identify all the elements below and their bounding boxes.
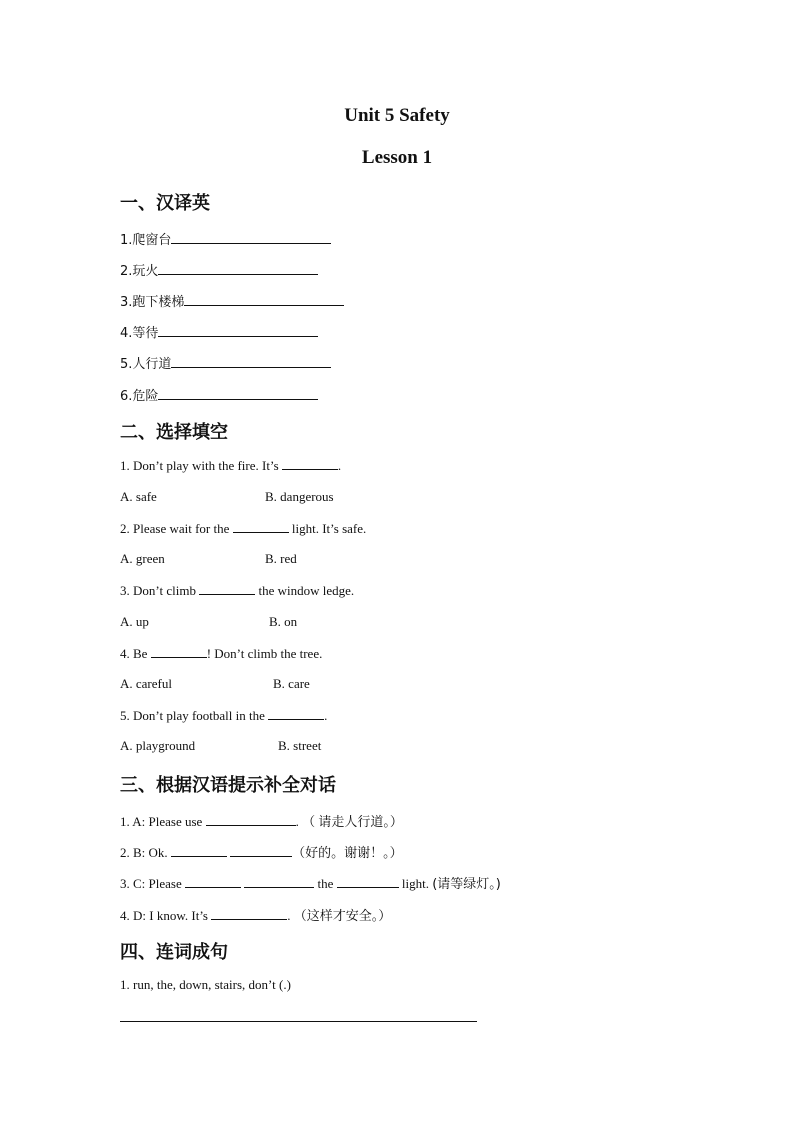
sentence-question-1: 1. run, the, down, stairs, don’t (.) — [120, 977, 291, 992]
answer-blank[interactable] — [158, 324, 318, 337]
answer-blank[interactable] — [244, 875, 314, 888]
question-text: 4. Be — [120, 646, 151, 661]
dialogue-text: 2. B: Ok. — [120, 845, 171, 860]
chinese-hint: （好的。谢谢！。） — [292, 846, 403, 861]
section-3-heading: 三、根据汉语提示补全对话 — [120, 775, 336, 796]
option-a[interactable]: A. green — [120, 551, 165, 566]
item-text: 1.爬窗台 — [120, 233, 172, 248]
answer-blank[interactable] — [171, 231, 331, 244]
answer-blank[interactable] — [206, 813, 296, 826]
translate-item — [120, 353, 331, 372]
page-subtitle: Lesson 1 — [361, 147, 433, 168]
answer-blank[interactable] — [230, 844, 292, 857]
dialogue-text: the — [314, 876, 337, 891]
section-2-heading: 二、选择填空 — [120, 422, 228, 443]
dialogue-line-2 — [120, 842, 403, 861]
question-2 — [120, 520, 366, 537]
answer-blank[interactable] — [158, 387, 318, 400]
answer-blank[interactable] — [268, 707, 324, 720]
dialogue-line-3 — [120, 873, 501, 892]
item-text: 3.跑下楼梯 — [120, 295, 185, 310]
page-title: Unit 5 Safety — [344, 105, 450, 126]
answer-blank[interactable] — [211, 907, 287, 920]
item-text: 6.危险 — [120, 389, 159, 404]
option-b[interactable]: B. care — [273, 676, 310, 691]
dialogue-text: . — [287, 908, 294, 923]
dialogue-text: 4. D: I know. It’s — [120, 908, 212, 923]
option-b[interactable]: B. street — [278, 738, 322, 753]
dialogue-text: 1. A: Please use — [120, 814, 206, 829]
question-text-end: . — [324, 708, 328, 723]
dialogue-text: light. — [398, 876, 433, 891]
item-text: 2.玩火 — [120, 264, 159, 279]
answer-blank[interactable] — [185, 875, 241, 888]
option-a[interactable]: A. safe — [120, 489, 157, 504]
translate-item — [120, 291, 344, 310]
answer-blank[interactable] — [199, 582, 255, 595]
option-a[interactable]: A. playground — [120, 738, 196, 753]
option-b[interactable]: B. on — [269, 614, 298, 629]
section-1-heading: 一、汉译英 — [120, 193, 210, 214]
question-text-end: the window ledge. — [255, 583, 355, 598]
answer-blank[interactable] — [171, 844, 227, 857]
question-text: 5. Don’t play football in the — [120, 708, 269, 723]
question-text-end: ! Don’t climb the tree. — [206, 646, 323, 661]
dialogue-text: . （ — [295, 814, 319, 829]
option-a[interactable]: A. careful — [120, 676, 172, 691]
translate-item — [120, 260, 318, 279]
question-4 — [120, 645, 322, 662]
question-text-end: . — [337, 458, 342, 473]
translate-item — [120, 229, 331, 248]
answer-blank[interactable] — [282, 457, 338, 470]
question-text: 3. Don’t climb — [120, 583, 200, 598]
answer-blank[interactable] — [184, 293, 344, 306]
question-5 — [120, 707, 327, 724]
answer-blank[interactable] — [151, 645, 207, 658]
section-4-heading: 四、连词成句 — [120, 942, 228, 963]
item-text: 4.等待 — [120, 326, 159, 341]
question-text: 2. Please wait for the — [120, 521, 233, 536]
option-b[interactable]: B. dangerous — [265, 489, 334, 504]
answer-blank[interactable] — [171, 355, 331, 368]
dialogue-line-1 — [120, 811, 403, 830]
item-text: 5.人行道 — [120, 357, 172, 372]
sentence-answer-line[interactable] — [120, 1021, 477, 1022]
answer-blank[interactable] — [337, 875, 399, 888]
dialogue-line-4 — [120, 905, 391, 924]
option-a[interactable]: A. up — [120, 614, 149, 629]
question-text-end: light. It’s safe. — [288, 521, 367, 536]
dialogue-text: 3. C: Please — [120, 876, 185, 891]
translate-item — [120, 322, 318, 341]
translate-item — [120, 385, 318, 404]
question-text: 1. Don’t play with the fire. It’s — [120, 458, 282, 473]
chinese-hint: （这样才安全。） — [293, 909, 392, 924]
answer-blank[interactable] — [158, 262, 318, 275]
question-1 — [120, 457, 341, 474]
chinese-hint: 请走人行道。） — [318, 815, 403, 830]
question-3 — [120, 582, 354, 599]
chinese-hint: (请等绿灯。) — [432, 877, 501, 892]
answer-blank[interactable] — [233, 520, 289, 533]
option-b[interactable]: B. red — [265, 551, 297, 566]
